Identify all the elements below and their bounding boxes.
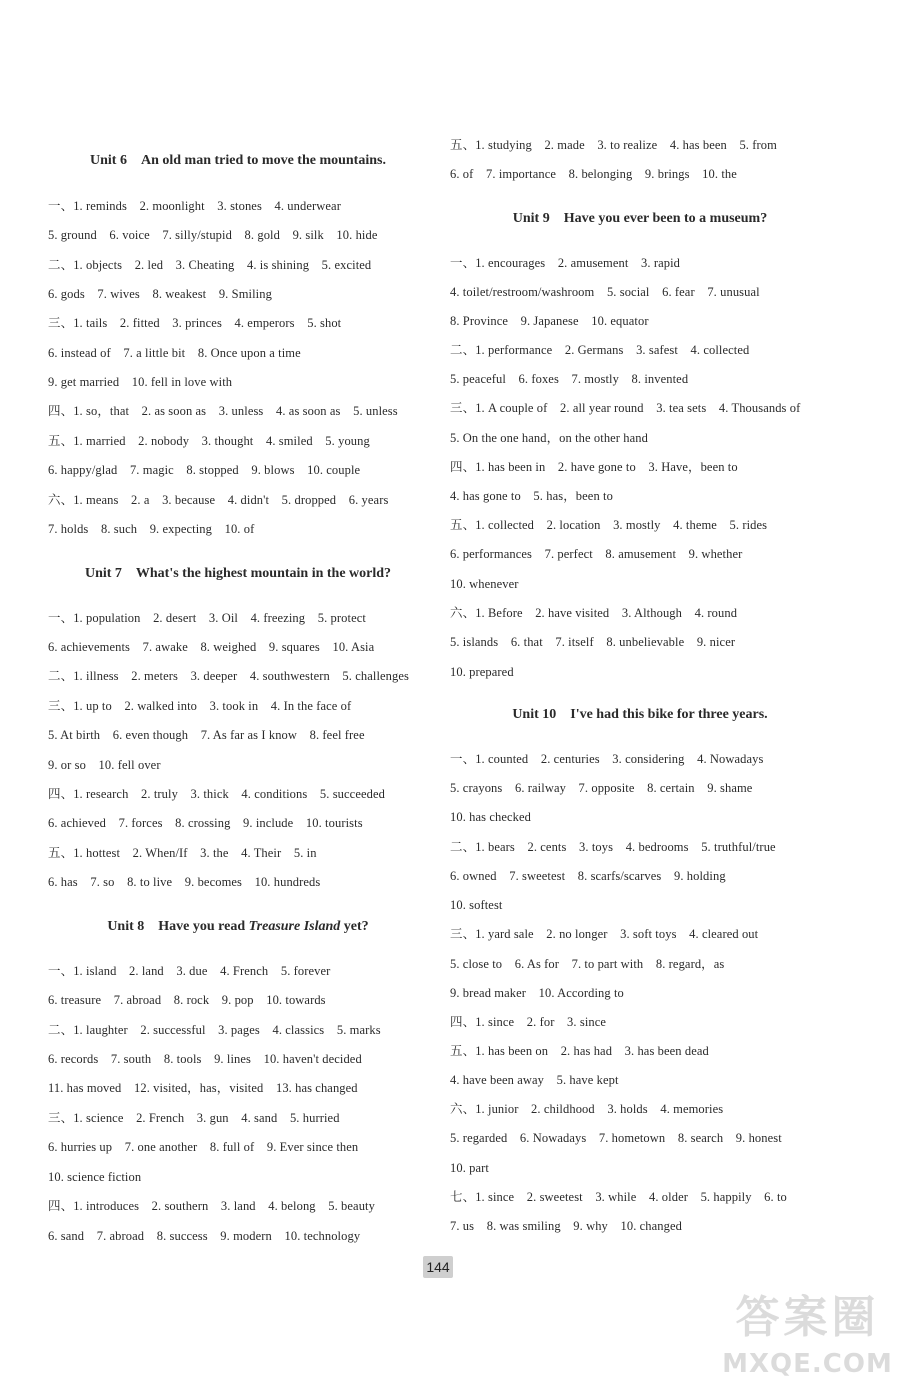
answer-line: 11. has moved 12. visited，has，visited 13. has changed [48, 1081, 358, 1095]
answer-line: 6. owned 7. sweetest 8. scarfs/scarves 9. holding [450, 869, 726, 883]
answer-line: 三、1. A couple of 2. all year round 3. tea sets 4. Thousands of [450, 401, 801, 415]
answer-line: 七、1. since 2. sweetest 3. while 4. older 5. happily 6. to [450, 1190, 787, 1204]
answer-line: 6. happy/glad 7. magic 8. stopped 9. blows 10. couple [48, 463, 361, 477]
answer-line: 三、1. science 2. French 3. gun 4. sand 5. hurried [48, 1111, 340, 1125]
answer-line: 6. records 7. south 8. tools 9. lines 10. haven't decided [48, 1052, 362, 1066]
answer-line: 二、1. performance 2. Germans 3. safest 4. collected [450, 343, 750, 357]
answer-line: 5. ground 6. voice 7. silly/stupid 8. gold 9. silk 10. hide [48, 228, 378, 242]
answer-line: 6. sand 7. abroad 8. success 9. modern 10. technology [48, 1229, 361, 1243]
answer-line: 10. part [450, 1161, 489, 1175]
answer-line: 一、1. reminds 2. moonlight 3. stones 4. underwear [48, 199, 341, 213]
unit8-heading-book-title: Treasure Island [248, 919, 341, 934]
answer-line: 四、1. research 2. truly 3. thick 4. conditions 5. succeeded [48, 787, 385, 801]
answer-line: 5. regarded 6. Nowadays 7. hometown 8. search 9. honest [450, 1131, 782, 1145]
answer-line: 5. islands 6. that 7. itself 8. unbelievable 9. nicer [450, 635, 736, 649]
answer-line: 六、1. means 2. a 3. because 4. didn't 5. dropped 6. years [48, 493, 389, 507]
answer-line: 6. gods 7. wives 8. weakest 9. Smiling [48, 287, 272, 301]
answer-line: 五、1. has been on 2. has had 3. has been dead [450, 1044, 709, 1058]
answer-line: 五、1. studying 2. made 3. to realize 4. has been 5. from [450, 138, 777, 152]
answer-line: 二、1. laughter 2. successful 3. pages 4. classics 5. marks [48, 1023, 381, 1037]
answer-line: 6. has 7. so 8. to live 9. becomes 10. hundreds [48, 875, 321, 889]
answer-line: 三、1. up to 2. walked into 3. took in 4. In the face of [48, 699, 352, 713]
answer-line: 一、1. island 2. land 3. due 4. French 5. forever [48, 964, 331, 978]
unit9-heading: Unit 9 Have you ever been to a museum? [512, 211, 768, 226]
answer-line: 六、1. Before 2. have visited 3. Although 4. round [450, 606, 738, 620]
answer-line: 5. On the one hand，on the other hand [450, 431, 648, 445]
watermark-url-text: MXQE.COM [722, 1349, 893, 1379]
answer-line: 9. bread maker 10. According to [450, 986, 624, 1000]
answer-line: 二、1. illness 2. meters 3. deeper 4. southwestern 5. challenges [48, 669, 409, 683]
watermark [720, 1290, 895, 1385]
answer-line: 6. of 7. importance 8. belonging 9. brings 10. the [450, 167, 737, 181]
answer-line: 6. achievements 7. awake 8. weighed 9. squares 10. Asia [48, 640, 375, 654]
answer-line: 6. treasure 7. abroad 8. rock 9. pop 10. towards [48, 993, 326, 1007]
answer-line: 四、1. has been in 2. have gone to 3. Have，been to [450, 460, 738, 474]
answer-line: 一、1. encourages 2. amusement 3. rapid [450, 256, 681, 270]
answer-line: 10. has checked [450, 810, 531, 824]
answer-line: 7. us 8. was smiling 9. why 10. changed [450, 1219, 683, 1233]
answer-line: 六、1. junior 2. childhood 3. holds 4. memories [450, 1102, 724, 1116]
answer-line: 五、1. married 2. nobody 3. thought 4. smiled 5. young [48, 434, 370, 448]
answer-line: 8. Province 9. Japanese 10. equator [450, 314, 649, 328]
answer-line: 4. has gone to 5. has，been to [450, 489, 613, 503]
page-number: 144 [423, 1256, 453, 1278]
answer-line: 6. achieved 7. forces 8. crossing 9. include 10. tourists [48, 816, 363, 830]
answer-line: 10. science fiction [48, 1170, 142, 1184]
answer-line: 5. At birth 6. even though 7. As far as I know 8. feel free [48, 728, 365, 742]
answer-line: 5. peaceful 6. foxes 7. mostly 8. invented [450, 372, 689, 386]
answer-line: 9. get married 10. fell in love with [48, 375, 233, 389]
answer-line: 四、1. since 2. for 3. since [450, 1015, 607, 1029]
unit8-heading-prefix: Unit 8 Have you read [107, 919, 249, 934]
answer-line: 7. holds 8. such 9. expecting 10. of [48, 522, 255, 536]
answer-line: 4. toilet/restroom/washroom 5. social 6. fear 7. unusual [450, 285, 760, 299]
unit6-heading: Unit 6 An old man tried to move the mountains. [90, 153, 386, 168]
answer-line: 4. have been away 5. have kept [450, 1073, 619, 1087]
answer-line: 五、1. hottest 2. When/If 3. the 4. Their 5. in [48, 846, 317, 860]
answer-line: 一、1. population 2. desert 3. Oil 4. freezing 5. protect [48, 611, 366, 625]
answer-line: 一、1. counted 2. centuries 3. considering 4. Nowadays [450, 752, 764, 766]
answer-line: 10. prepared [450, 665, 514, 679]
answer-line: 三、1. yard sale 2. no longer 3. soft toys 4. cleared out [450, 927, 759, 941]
answer-line: 10. softest [450, 898, 503, 912]
answer-line: 6. performances 7. perfect 8. amusement 9. whether [450, 547, 743, 561]
answer-line: 5. close to 6. As for 7. to part with 8. regard，as [450, 957, 725, 971]
answer-line: 10. whenever [450, 577, 519, 591]
answer-line: 5. crayons 6. railway 7. opposite 8. certain 9. shame [450, 781, 753, 795]
unit8-heading [48, 918, 428, 936]
unit8-heading-suffix: yet? [340, 919, 369, 934]
answer-line: 五、1. collected 2. location 3. mostly 4. theme 5. rides [450, 518, 768, 532]
answer-line: 二、1. objects 2. led 3. Cheating 4. is shining 5. excited [48, 258, 372, 272]
answer-line: 6. hurries up 7. one another 8. full of 9. Ever since then [48, 1140, 359, 1154]
watermark-logo-text: 答案圈 [735, 1292, 880, 1343]
unit10-heading: Unit 10 I've had this bike for three years. [512, 707, 768, 722]
unit7-heading: Unit 7 What's the highest mountain in the world? [84, 566, 392, 581]
answer-line: 四、1. introduces 2. southern 3. land 4. belong 5. beauty [48, 1199, 375, 1213]
answer-line: 三、1. tails 2. fitted 3. princes 4. emperors 5. shot [48, 316, 342, 330]
answer-line: 6. instead of 7. a little bit 8. Once upon a time [48, 346, 301, 360]
answer-line: 四、1. so，that 2. as soon as 3. unless 4. as soon as 5. unless [48, 404, 398, 418]
answer-line: 二、1. bears 2. cents 3. toys 4. bedrooms 5. truthful/true [450, 840, 776, 854]
answer-line: 9. or so 10. fell over [48, 758, 161, 772]
